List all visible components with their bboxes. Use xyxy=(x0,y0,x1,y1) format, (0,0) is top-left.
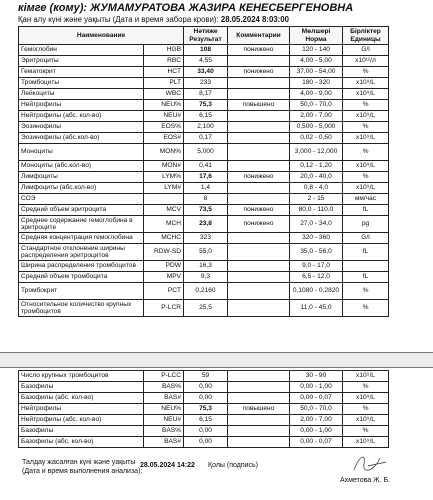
row-comment: повышено xyxy=(228,404,290,415)
row-result: 6,15 xyxy=(184,415,228,426)
analysis-date-value: 28.05.2024 14:22 xyxy=(140,462,195,469)
row-result: 23,8 xyxy=(184,216,228,233)
row-unit: x10⁹/L xyxy=(343,161,389,172)
table-row xyxy=(19,437,389,448)
row-norm: 37,00 - 54,00 xyxy=(290,67,343,78)
signature-scribble xyxy=(350,450,390,476)
table-row xyxy=(19,161,389,172)
row-result: 8,17 xyxy=(184,89,228,100)
row-comment xyxy=(228,393,290,404)
row-unit: % xyxy=(343,426,389,437)
row-unit: % xyxy=(343,122,389,133)
row-norm: 2,00 - 7,00 xyxy=(290,111,343,122)
row-code: PLT xyxy=(144,78,184,89)
row-comment xyxy=(228,426,290,437)
row-norm: 50,0 - 70,0 xyxy=(290,100,343,111)
col-name: Наименование xyxy=(19,27,184,45)
row-name: Эритроциты xyxy=(19,56,144,67)
row-comment xyxy=(228,382,290,393)
row-result: 0,00 xyxy=(184,437,228,448)
row-name: Моноциты (абс.кол-во) xyxy=(19,161,144,172)
row-name: Число крупных тромбоцитов xyxy=(19,371,144,382)
row-norm: 20,0 - 40,0 xyxy=(290,172,343,183)
row-comment xyxy=(228,233,290,244)
row-code: RBC xyxy=(144,56,184,67)
row-name: СОЭ xyxy=(19,194,144,205)
row-comment xyxy=(228,437,290,448)
row-unit: x10⁹/L xyxy=(343,183,389,194)
row-name: Лимфоциты xyxy=(19,172,144,183)
row-name: Стандартное отклонение ширины распределения эритроцитов xyxy=(19,244,144,261)
row-name: Средняя концентрация гемоглобина xyxy=(19,233,144,244)
row-comment xyxy=(228,371,290,382)
row-result: 0,00 xyxy=(184,393,228,404)
row-comment xyxy=(228,300,290,317)
row-norm: 0,12 - 1,20 xyxy=(290,161,343,172)
page-break-bottom-line xyxy=(0,367,433,368)
row-name: Базофилы xyxy=(19,382,144,393)
table-row xyxy=(19,371,389,382)
row-norm: 2,00 - 7,00 xyxy=(290,415,343,426)
row-unit: G/l xyxy=(343,233,389,244)
row-code: MCHC xyxy=(144,233,184,244)
row-code: BAS# xyxy=(144,393,184,404)
col-norm: Мөлшері Норма xyxy=(290,27,343,45)
row-norm: 0,00 - 1,00 xyxy=(290,382,343,393)
table-row xyxy=(19,67,389,78)
row-name: Лимфоциты (абс.кол-во) xyxy=(19,183,144,194)
row-norm: 0,8 - 4,0 xyxy=(290,183,343,194)
row-result: 33,40 xyxy=(184,67,228,78)
row-code: HCT xyxy=(144,67,184,78)
results-table-continued xyxy=(18,370,389,448)
row-norm: 27,0 - 34,0 xyxy=(290,216,343,233)
row-norm: 35,0 - 56,0 xyxy=(290,244,343,261)
row-name: Тромбоциты xyxy=(19,78,144,89)
row-unit: G/l xyxy=(343,45,389,56)
row-code: MCH xyxy=(144,216,184,233)
row-comment xyxy=(228,56,290,67)
row-name: Базофилы xyxy=(19,426,144,437)
row-name: Ширина распределения тромбоцитов xyxy=(19,261,144,272)
table-row xyxy=(19,415,389,426)
row-unit: мм/час xyxy=(343,194,389,205)
row-code: BAS% xyxy=(144,426,184,437)
results-body-continued xyxy=(19,371,389,448)
row-name: Нейтрофилы xyxy=(19,404,144,415)
row-result: 8 xyxy=(184,194,228,205)
row-name: Средний объем эритроцита xyxy=(19,205,144,216)
row-norm: 0,1080 - 0,2820 xyxy=(290,283,343,300)
row-unit: % xyxy=(343,404,389,415)
row-result: 0,00 xyxy=(184,426,228,437)
row-norm: 0,00 - 0,07 xyxy=(290,393,343,404)
row-unit: % xyxy=(343,283,389,300)
row-result: 4,55 xyxy=(184,56,228,67)
row-name: Тромбокрит xyxy=(19,283,144,300)
table-row xyxy=(19,205,389,216)
row-result: 323 xyxy=(184,233,228,244)
row-norm: 0,00 - 0,07 xyxy=(290,437,343,448)
row-unit: fL xyxy=(343,244,389,261)
row-name: Эозинофилы (абс.кол-во) xyxy=(19,133,144,144)
row-result: 0,2160 xyxy=(184,283,228,300)
row-name: Средний объем тромбоцита xyxy=(19,272,144,283)
row-result: 233 xyxy=(184,78,228,89)
row-code: LYM# xyxy=(144,183,184,194)
table-row xyxy=(19,183,389,194)
table-row xyxy=(19,172,389,183)
row-name: Моноциты xyxy=(19,144,144,161)
row-comment: понижено xyxy=(228,67,290,78)
row-unit: % xyxy=(343,100,389,111)
row-code: RDW-SD xyxy=(144,244,184,261)
row-norm: 120 - 140 xyxy=(290,45,343,56)
row-comment: повышено xyxy=(228,100,290,111)
row-unit: pg xyxy=(343,216,389,233)
row-norm: 180 - 320 xyxy=(290,78,343,89)
row-result: 0,17 xyxy=(184,133,228,144)
row-name: Относительное количество крупных тромбоцитов xyxy=(19,300,144,317)
row-unit xyxy=(343,261,389,272)
row-comment xyxy=(228,78,290,89)
row-comment xyxy=(228,144,290,161)
row-unit: fL xyxy=(343,272,389,283)
row-code: MON# xyxy=(144,161,184,172)
table-row xyxy=(19,89,389,100)
signature-label: Қолы (подпись) xyxy=(208,462,259,469)
row-code: HGB xyxy=(144,45,184,56)
row-norm: 4,00 - 9,00 xyxy=(290,89,343,100)
col-result: Нәтиже Результат xyxy=(184,27,228,45)
row-code: LYM% xyxy=(144,172,184,183)
row-unit: % xyxy=(343,300,389,317)
row-comment xyxy=(228,89,290,100)
results-body xyxy=(19,45,389,317)
row-norm: 30 - 90 xyxy=(290,371,343,382)
row-unit: % xyxy=(343,67,389,78)
sample-date-label: Қан алу күні және уақыты (Дата и время забора крови): xyxy=(18,15,219,24)
row-code: P-LCR xyxy=(144,300,184,317)
row-name: Нейтрофилы (абс. кол-во) xyxy=(19,415,144,426)
row-code: BAS# xyxy=(144,437,184,448)
row-name: Базофилы (абс. кол-во) xyxy=(19,437,144,448)
row-unit: % xyxy=(343,172,389,183)
row-code: MCV xyxy=(144,205,184,216)
row-comment: понижено xyxy=(228,205,290,216)
row-code: BAS% xyxy=(144,382,184,393)
row-name: Лейкоциты xyxy=(19,89,144,100)
row-code: PDW xyxy=(144,261,184,272)
row-result: 9,3 xyxy=(184,272,228,283)
results-table xyxy=(18,26,389,317)
table-row xyxy=(19,272,389,283)
page-break-top-line xyxy=(0,352,433,353)
table-row xyxy=(19,382,389,393)
row-code: EOS% xyxy=(144,122,184,133)
row-comment: понижено xyxy=(228,45,290,56)
row-name: Эозинофилы xyxy=(19,122,144,133)
row-result: 75,3 xyxy=(184,100,228,111)
sample-date-value: 28.05.2024 8:03:00 xyxy=(220,15,289,24)
row-unit: x10⁹/L xyxy=(343,111,389,122)
table-row xyxy=(19,56,389,67)
row-name: Нейтрофилы xyxy=(19,100,144,111)
row-unit: fL xyxy=(343,205,389,216)
row-unit: x10⁹/L xyxy=(343,371,389,382)
row-result: 25,5 xyxy=(184,300,228,317)
row-comment xyxy=(228,133,290,144)
row-norm: 3,000 - 12,000 xyxy=(290,144,343,161)
row-result: 6,15 xyxy=(184,111,228,122)
row-comment xyxy=(228,272,290,283)
row-comment xyxy=(228,261,290,272)
row-name: Гемоглобин xyxy=(19,45,144,56)
row-result: 0,00 xyxy=(184,382,228,393)
row-norm: 6,5 - 12,0 xyxy=(290,272,343,283)
row-unit: x10⁹/L xyxy=(343,89,389,100)
row-result: 2,100 xyxy=(184,122,228,133)
row-unit: x10¹²/л xyxy=(343,56,389,67)
row-result: 0,41 xyxy=(184,161,228,172)
table-row xyxy=(19,404,389,415)
row-comment xyxy=(228,111,290,122)
row-code: NEU% xyxy=(144,100,184,111)
patient-line: кімге (кому): ЖУМАМУРАТОВА ЖАЗИРА КЕНЕСБЕРГЕНОВНА xyxy=(18,2,354,14)
row-code: NEU% xyxy=(144,404,184,415)
row-code: P-LCC xyxy=(144,371,184,382)
table-row xyxy=(19,261,389,272)
table-row xyxy=(19,122,389,133)
table-row xyxy=(19,283,389,300)
row-norm: 2 - 15 xyxy=(290,194,343,205)
doctor-name: Ахметова Ж. Б. xyxy=(340,477,391,484)
row-name: Нейтрофилы (абс. кол-во) xyxy=(19,111,144,122)
row-result: 73,5 xyxy=(184,205,228,216)
row-comment: понижено xyxy=(228,172,290,183)
row-code: NEU# xyxy=(144,111,184,122)
analysis-date-label-ru: (Дата и время выполнения анализа): xyxy=(22,468,143,475)
row-norm: 9,0 - 17,0 xyxy=(290,261,343,272)
row-norm: 0,500 - 5,000 xyxy=(290,122,343,133)
table-row xyxy=(19,45,389,56)
row-name: Базофилы (абс. кол-во) xyxy=(19,393,144,404)
row-code: MON% xyxy=(144,144,184,161)
row-result: 17,6 xyxy=(184,172,228,183)
col-unit: Бірліктер Единицы xyxy=(343,27,389,45)
row-comment xyxy=(228,183,290,194)
row-unit: x10⁹/L xyxy=(343,133,389,144)
row-name: Гематокрит xyxy=(19,67,144,78)
row-result: 55,0 xyxy=(184,244,228,261)
sample-date-line xyxy=(18,15,418,25)
table-row xyxy=(19,100,389,111)
row-code: EOS# xyxy=(144,133,184,144)
col-comment: Комментарии xyxy=(228,27,290,45)
row-unit: x10⁹/L xyxy=(343,78,389,89)
row-comment xyxy=(228,194,290,205)
row-code: WBC xyxy=(144,89,184,100)
row-unit: x10⁹/L xyxy=(343,415,389,426)
row-result: 59 xyxy=(184,371,228,382)
row-unit: % xyxy=(343,144,389,161)
row-name: Среднее содержание гемоглобина в эритроците xyxy=(19,216,144,233)
table-row xyxy=(19,194,389,205)
row-comment xyxy=(228,415,290,426)
row-unit: % xyxy=(343,382,389,393)
row-result: 16,3 xyxy=(184,261,228,272)
table-row xyxy=(19,133,389,144)
table-row xyxy=(19,233,389,244)
table-row xyxy=(19,244,389,261)
row-comment xyxy=(228,244,290,261)
analysis-date-label xyxy=(22,458,142,476)
table-row xyxy=(19,426,389,437)
row-unit: x10⁹/L xyxy=(343,437,389,448)
row-result: 75,3 xyxy=(184,404,228,415)
row-result: 108 xyxy=(184,45,228,56)
table-row xyxy=(19,111,389,122)
row-norm: 0,02 - 0,50 xyxy=(290,133,343,144)
table-row xyxy=(19,144,389,161)
row-norm: 11,0 - 45,0 xyxy=(290,300,343,317)
row-unit: x10⁹/L xyxy=(343,393,389,404)
row-comment: понижено xyxy=(228,216,290,233)
row-comment xyxy=(228,283,290,300)
page-break xyxy=(0,352,433,368)
table-row xyxy=(19,300,389,317)
row-norm: 4,00 - 5,00 xyxy=(290,56,343,67)
row-norm: 50,0 - 70,0 xyxy=(290,404,343,415)
row-norm: 0,00 - 1,00 xyxy=(290,426,343,437)
row-result: 1,4 xyxy=(184,183,228,194)
row-norm: 80,0 - 110,0 xyxy=(290,205,343,216)
analysis-date-label-kz: Талдау жасалған күні және уақыты xyxy=(22,459,136,466)
row-comment xyxy=(228,161,290,172)
row-norm: 320 - 360 xyxy=(290,233,343,244)
table-row xyxy=(19,78,389,89)
row-code: NEU# xyxy=(144,415,184,426)
row-result: 5,000 xyxy=(184,144,228,161)
row-code: PCT xyxy=(144,283,184,300)
row-code: MPV xyxy=(144,272,184,283)
row-code xyxy=(144,194,184,205)
table-row xyxy=(19,216,389,233)
row-comment xyxy=(228,122,290,133)
table-row xyxy=(19,393,389,404)
